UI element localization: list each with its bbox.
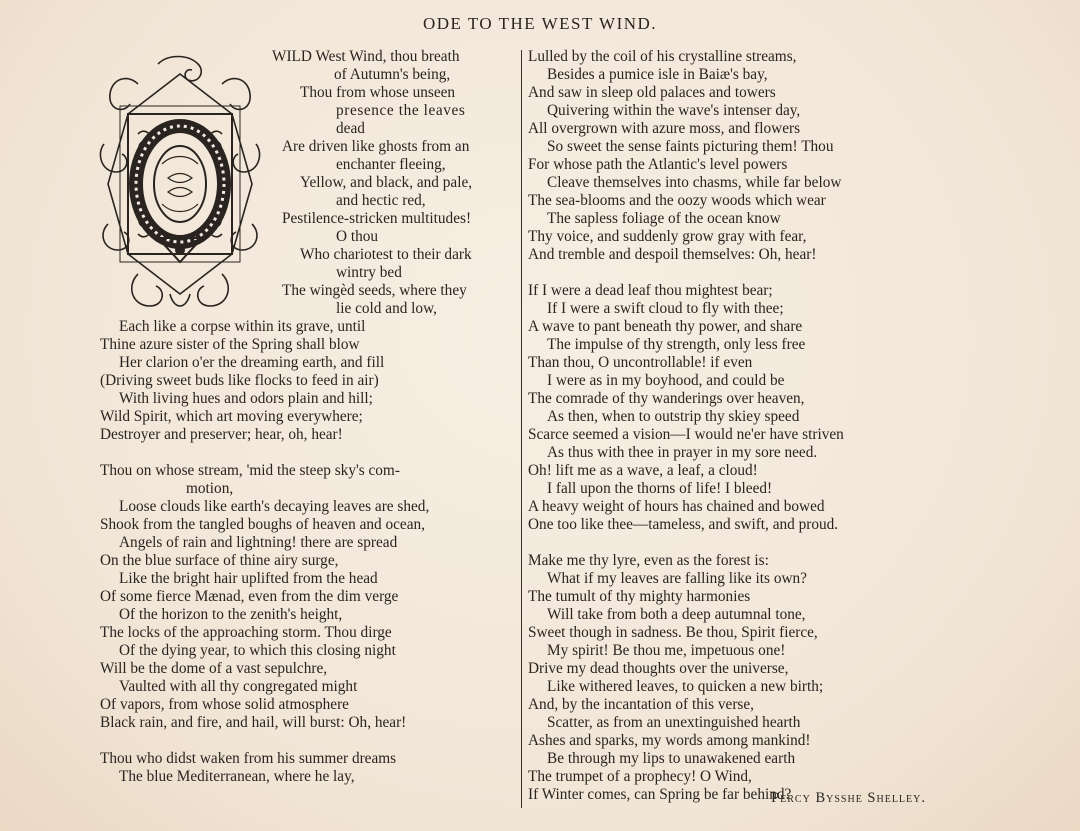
verse-line: Who chariotest to their dark xyxy=(300,246,472,263)
verse-line: A heavy weight of hours has chained and bowed xyxy=(528,498,825,515)
verse-line: If Winter comes, can Spring be far behind? xyxy=(528,786,792,803)
verse-line: If I were a dead leaf thou mightest bear; xyxy=(528,282,773,299)
verse-line: As then, when to outstrip thy skiey speed xyxy=(547,408,800,425)
verse-line: Destroyer and preserver; hear, oh, hear! xyxy=(100,426,343,443)
verse-line: Loose clouds like earth's decaying leaves are shed, xyxy=(119,498,430,515)
verse-line: Of the dying year, to which this closing night xyxy=(119,642,396,659)
verse-line: Oh! lift me as a wave, a leaf, a cloud! xyxy=(528,462,758,479)
verse-line: Make me thy lyre, even as the forest is: xyxy=(528,552,769,569)
verse-line: Are driven like ghosts from an xyxy=(282,138,470,155)
verse-line: If I were a swift cloud to fly with thee; xyxy=(547,300,784,317)
verse-line: Like the bright hair uplifted from the head xyxy=(119,570,378,587)
verse-line: (Driving sweet buds like flocks to feed in air) xyxy=(100,372,379,389)
verse-line: Vaulted with all thy congregated might xyxy=(119,678,358,695)
left-column xyxy=(100,48,518,786)
verse-line: enchanter fleeing, xyxy=(336,156,446,173)
verse-line: For whose path the Atlantic's level powers xyxy=(528,156,788,173)
verse-line: Each like a corpse within its grave, until xyxy=(119,318,366,335)
verse-line: and hectic red, xyxy=(336,192,426,209)
verse-line: Black rain, and fire, and hail, will burst: Oh, hear! xyxy=(100,714,407,731)
verse-line: On the blue surface of thine airy surge, xyxy=(100,552,339,569)
verse-line: The comrade of thy wanderings over heaven, xyxy=(528,390,805,407)
verse-line: The tumult of thy mighty harmonies xyxy=(528,588,751,605)
verse-line: All overgrown with azure moss, and flowers xyxy=(528,120,801,137)
verse-line: The impulse of thy strength, only less free xyxy=(547,336,806,353)
verse-line: As thus with thee in prayer in my sore need. xyxy=(547,444,818,461)
poem-title: ODE TO THE WEST WIND. xyxy=(422,14,658,33)
verse-line: Pestilence-stricken multitudes! xyxy=(282,210,472,227)
verse-line: Thou on whose stream, 'mid the steep sky's com- xyxy=(100,462,400,479)
verse-line: Sweet though in sadness. Be thou, Spirit fierce, xyxy=(528,624,818,641)
verse-line: Shook from the tangled boughs of heaven and ocean, xyxy=(100,516,425,533)
verse-line: I were as in my boyhood, and could be xyxy=(547,372,785,389)
verse-line: The locks of the approaching storm. Thou dirge xyxy=(100,624,392,641)
verse-line: Scatter, as from an unextinguished hearth xyxy=(547,714,801,731)
verse-line: What if my leaves are falling like its own? xyxy=(547,570,807,587)
verse-line: A wave to pant beneath thy power, and share xyxy=(528,318,803,335)
verse-line: Of the horizon to the zenith's height, xyxy=(119,606,343,623)
verse-line: WILD West Wind, thou breath xyxy=(272,48,460,65)
verse-line: The trumpet of a prophecy! O Wind, xyxy=(528,768,752,785)
verse-line: And, by the incantation of this verse, xyxy=(528,696,755,713)
verse-line: Like withered leaves, to quicken a new birth; xyxy=(547,678,824,695)
verse-line: One too like thee—tameless, and swift, and proud. xyxy=(528,516,839,533)
verse-line: Wild Spirit, which art moving everywhere; xyxy=(100,408,363,425)
verse-line: So sweet the sense faints picturing them! Thou xyxy=(547,138,834,155)
verse-line: Will take from both a deep autumnal tone, xyxy=(547,606,806,623)
verse-line: Cleave themselves into chasms, while far below xyxy=(547,174,842,191)
verse-line: The sea-blooms and the oozy woods which wear xyxy=(528,192,826,209)
verse-line: The wingèd seeds, where they xyxy=(282,282,467,299)
verse-line: Thy voice, and suddenly grow gray with fear, xyxy=(528,228,807,245)
verse-line: dead xyxy=(336,120,365,137)
verse-line: Quivering within the wave's intenser day, xyxy=(547,102,801,119)
verse-line: Scarce seemed a vision—I would ne'er have striven xyxy=(528,426,844,443)
author-signature: Percy Bysshe Shelley. xyxy=(771,790,926,806)
verse-line: Will be the dome of a vast sepulchre, xyxy=(100,660,328,677)
verse-line: motion, xyxy=(186,480,234,497)
verse-line: And tremble and despoil themselves: Oh, hear! xyxy=(528,246,817,263)
verse-line: Thou from whose unseen xyxy=(300,84,456,101)
verse-line: I fall upon the thorns of life! I bleed! xyxy=(547,480,773,497)
verse-line: Of vapors, from whose solid atmosphere xyxy=(100,696,349,713)
verse-line: With living hues and odors plain and hill; xyxy=(119,390,373,407)
verse-line: Thine azure sister of the Spring shall blow xyxy=(100,336,360,353)
verse-line: of Autumn's being, xyxy=(334,66,451,83)
verse-line: wintry bed xyxy=(336,264,402,281)
verse-line: Of some fierce Mænad, even from the dim verge xyxy=(100,588,399,605)
verse-line: The sapless foliage of the ocean know xyxy=(547,210,781,227)
verse-line: Thou who didst waken from his summer dreams xyxy=(100,750,397,767)
stanza-1-opening xyxy=(100,48,518,318)
verse-line: Angels of rain and lightning! there are spread xyxy=(119,534,398,551)
verse-line: The blue Mediterranean, where he lay, xyxy=(119,768,355,785)
verse-line: Ashes and sparks, my words among mankind! xyxy=(528,732,811,749)
verse-line: O thou xyxy=(336,228,379,245)
verse-line: Be through my lips to unawakened earth xyxy=(547,750,796,767)
verse-line: And saw in sleep old palaces and towers xyxy=(528,84,776,101)
verse-line: Besides a pumice isle in Baiæ's bay, xyxy=(547,66,768,83)
verse-line: My spirit! Be thou me, impetuous one! xyxy=(547,642,786,659)
column-divider xyxy=(521,50,522,808)
verse-line: lie cold and low, xyxy=(336,300,437,317)
verse-line: Lulled by the coil of his crystalline streams, xyxy=(528,48,797,65)
right-column xyxy=(528,48,948,804)
verse-line: presence the leaves xyxy=(336,102,466,119)
verse-line: Her clarion o'er the dreaming earth, and fill xyxy=(119,354,385,371)
verse-line: Yellow, and black, and pale, xyxy=(300,174,473,191)
verse-line: Than thou, O uncontrollable! if even xyxy=(528,354,753,371)
verse-line: Drive my dead thoughts over the universe, xyxy=(528,660,789,677)
